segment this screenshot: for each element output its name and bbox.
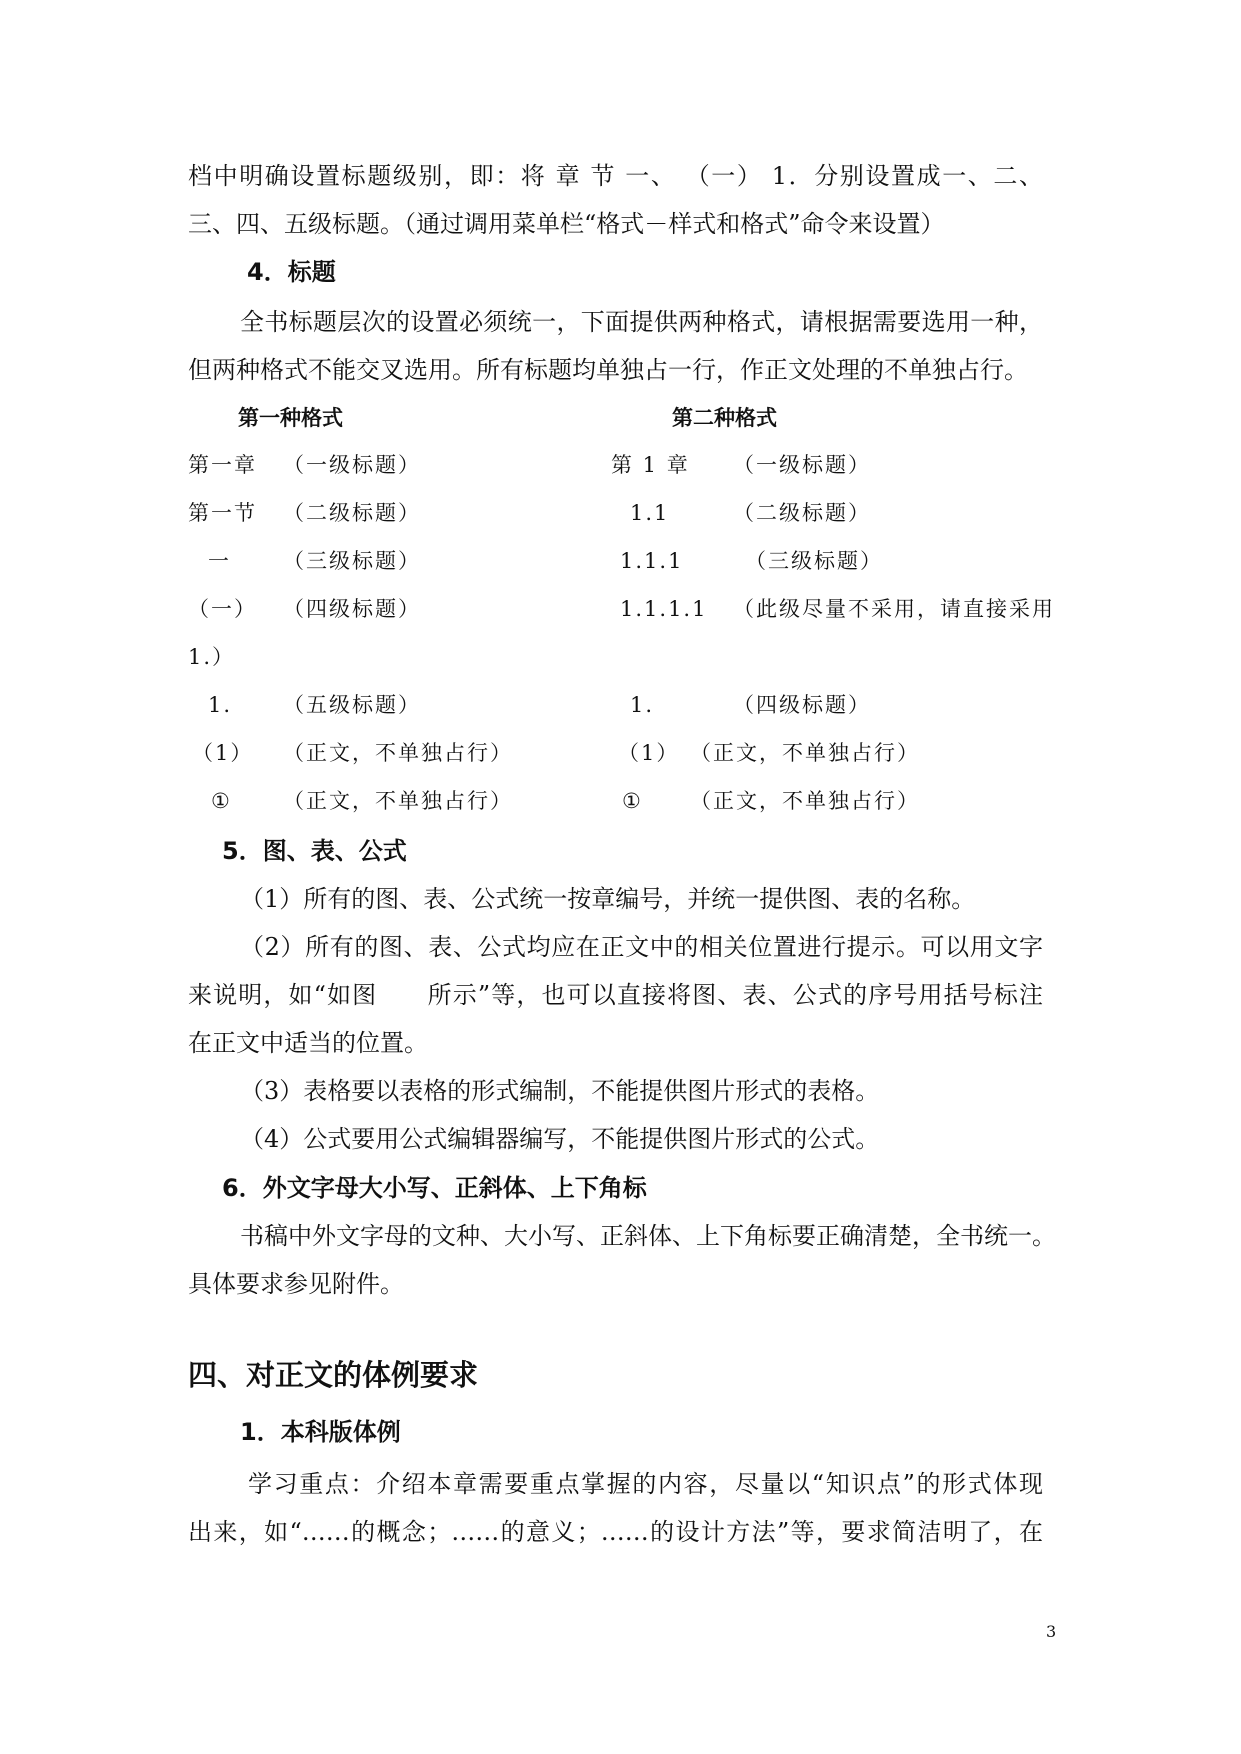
format-row-cell: （正文，不单独占行） (283, 789, 513, 813)
section-heading: 4．标题 (247, 258, 336, 286)
format-row-cell: （一） (188, 597, 257, 621)
format-row-cell: 1. (630, 693, 655, 717)
format-row-cell: （此级尽量不采用，请直接采用 (733, 597, 1055, 621)
body-text-line: （4）公式要用公式编辑器编写，不能提供图片形式的公式。 (240, 1125, 880, 1153)
body-text-line: （2）所有的图、表、公式均应在正文中的相关位置进行提示。可以用文字 (240, 933, 1043, 961)
body-text-line: 学习重点：介绍本章需要重点掌握的内容，尽量以“知识点”的形式体现 (248, 1470, 1043, 1498)
format-row-cell: （三级标题） (745, 549, 883, 573)
body-text-line: 三、四、五级标题。（通过调用菜单栏“格式－样式和格式”命令来设置） (188, 210, 945, 238)
format-row-cell: （四级标题） (733, 693, 871, 717)
section-heading: 1．本科版体例 (240, 1418, 401, 1446)
body-text-line: 档中明确设置标题级别，即：将 章 节 一、 （一） 1．分别设置成一、二、 (188, 162, 1043, 190)
format-row-cell: （正文，不单独占行） (690, 741, 920, 765)
format-row-cell: 一 (208, 549, 231, 573)
chapter-heading: 四、对正文的体例要求 (188, 1358, 479, 1392)
format-column-heading: 第一种格式 (238, 406, 343, 430)
format-row-cell: （正文，不单独占行） (690, 789, 920, 813)
format-row-cell: （正文，不单独占行） (283, 741, 513, 765)
format-row-cell: ① (622, 789, 643, 813)
format-row-cell: 1.1.1.1 (620, 597, 708, 621)
body-text-line: 出来，如“……的概念；……的意义；……的设计方法”等，要求简洁明了，在 (188, 1518, 1043, 1546)
format-row-cell: （二级标题） (733, 501, 871, 525)
body-text-line: （1）所有的图、表、公式统一按章编号，并统一提供图、表的名称。 (240, 885, 976, 913)
body-text-line: 但两种格式不能交叉选用。所有标题均单独占一行，作正文处理的不单独占行。 (188, 356, 1028, 384)
format-row-cell: （一级标题） (283, 453, 421, 477)
page-number: 3 (1046, 1622, 1057, 1641)
body-text-line: 在正文中适当的位置。 (188, 1029, 428, 1057)
section-heading: 6．外文字母大小写、正斜体、上下角标 (222, 1174, 647, 1202)
format-row-cell: 第一节 (188, 501, 257, 525)
format-row-cell: 1.） (188, 645, 236, 669)
format-row-cell: 1. (208, 693, 233, 717)
format-row-cell: （三级标题） (283, 549, 421, 573)
body-text-line: （3）表格要以表格的形式编制，不能提供图片形式的表格。 (240, 1077, 880, 1105)
body-text-line: 全书标题层次的设置必须统一，下面提供两种格式，请根据需要选用一种， (240, 308, 1043, 336)
format-column-heading: 第二种格式 (672, 406, 777, 430)
body-text-line: 来说明，如“如图 所示”等，也可以直接将图、表、公式的序号用括号标注 (188, 981, 1043, 1009)
format-row-cell: 第 1 章 (611, 453, 690, 477)
format-row-cell: 1.1.1 (620, 549, 684, 573)
format-row-cell: （1） (192, 741, 254, 765)
body-text-line: 具体要求参见附件。 (188, 1270, 404, 1298)
format-row-cell: ① (211, 789, 232, 813)
format-row-cell: （一级标题） (733, 453, 871, 477)
format-row-cell: （1） (618, 741, 680, 765)
format-row-cell: 第一章 (188, 453, 257, 477)
format-row-cell: 1.1 (630, 501, 670, 525)
section-heading: 5．图、表、公式 (222, 837, 407, 865)
format-row-cell: （四级标题） (283, 597, 421, 621)
format-row-cell: （五级标题） (283, 693, 421, 717)
body-text-line: 书稿中外文字母的文种、大小写、正斜体、上下角标要正确清楚，全书统一。 (240, 1222, 1056, 1250)
format-row-cell: （二级标题） (283, 501, 421, 525)
